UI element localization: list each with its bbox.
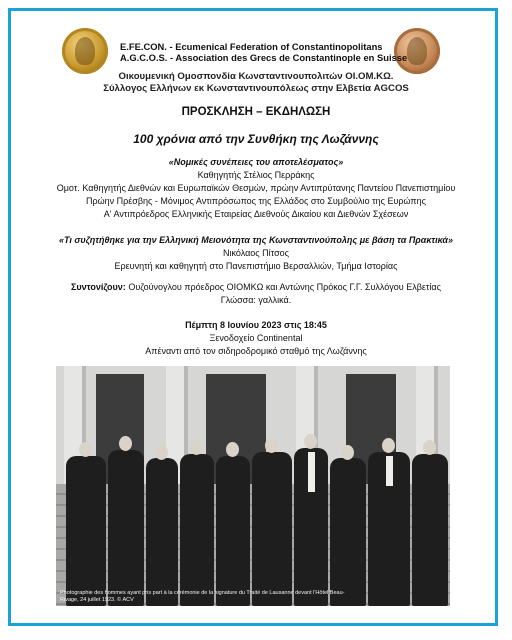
invitation-heading: ΠΡΟΣΚΛΗΣΗ – ΕΚΔΗΛΩΣΗ <box>181 106 331 118</box>
org-greek-line2: Σύλλογος Ελλήνων εκ Κωνσταντινουπόλεως στην Ελβετία AGCOS <box>103 83 409 94</box>
talk2-topic: «Τι συζητήθηκε για την Ελληνική Μειονότητα της Κωνσταντινούπολης με βάση τα Πρακτικά» <box>59 235 453 245</box>
event-venue: Ξενοδοχείο Continental <box>209 333 303 343</box>
org-line-efecon: E.FE.CON. - Ecumenical Federation of Constantinopolitans <box>120 41 383 52</box>
language-line: Γλώσσα: γαλλικά. <box>220 295 292 305</box>
talk1-speaker: Καθηγητής Στέλιος Περράκης <box>197 170 315 180</box>
talk2-role: Ερευνητή και καθηγητή στο Πανεπιστήμιο Βερσαλλιών, Τμήμα Ιστορίας <box>114 261 398 271</box>
org-greek-line1: Οικουμενική Ομοσπονδία Κωνσταντινουπολιτών ΟΙ.ΟΜ.ΚΩ. <box>118 71 394 82</box>
coordination-line <box>0 282 512 292</box>
org-line-agcos: A.G.C.O.S. - Association des Grecs de Constantinople en Suisse <box>120 52 408 63</box>
photo-caption: Photographie des hommes ayant pris part à la cérémonie de la signature du Traité de Lausanne devant l'Hôtel Beau-Rivage, 24 juillet 1923. © ACV <box>60 590 345 603</box>
talk1-topic: «Νομικές συνέπειες του αποτελέσματος» <box>168 157 344 167</box>
coordination-text: Ουζούνογλου πρόεδρος ΟΙΟΜΚΩ και Αντώνης Πρόκος Γ.Γ. Συλλόγου Ελβετίας <box>128 282 441 292</box>
gold-coin-logo-left <box>62 28 108 74</box>
org-block <box>120 41 407 63</box>
historic-group-photo <box>56 366 450 606</box>
talk1-role1: Ομοτ. Καθηγητής Διεθνών και Ευρωπαϊκών Θεσμών, πρώην Αντιπρύτανης Παντείου Πανεπιστημίου <box>56 183 456 193</box>
coordination-label: Συντονίζουν: <box>71 282 126 292</box>
event-location: Απέναντι από τον σιδηροδρομικό σταθμό της Λωζάννης <box>145 346 367 356</box>
talk2-speaker: Νικόλαος Πίτσος <box>223 248 289 258</box>
talk1-role2: Πρώην Πρέσβης - Μόνιμος Αντιπρόσωπος της Ελλάδος στο Συμβούλιο της Ευρώπης <box>86 196 426 206</box>
event-title: 100 χρόνια από την Συνθήκη της Λωζάννης <box>133 132 379 146</box>
event-datetime: Πέμπτη 8 Ιουνίου 2023 στις 18:45 <box>185 320 327 330</box>
talk1-role3: Α' Αντιπρόεδρος Ελληνικής Εταιρείας Διεθνούς Δικαίου και Διεθνών Σχέσεων <box>103 209 409 219</box>
